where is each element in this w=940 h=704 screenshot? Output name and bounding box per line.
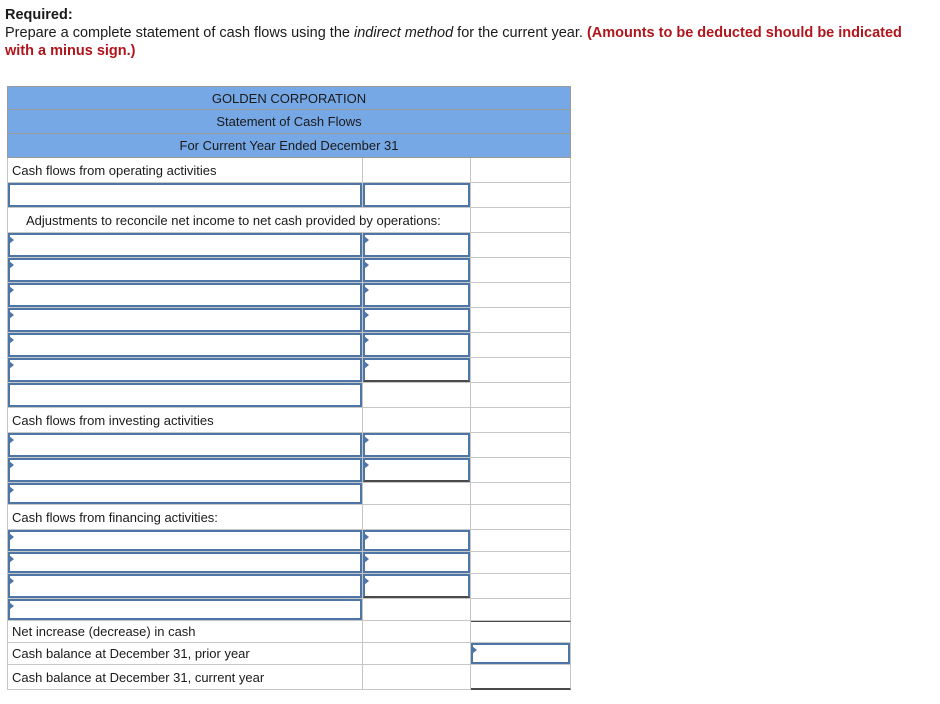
current-balance-label: Cash balance at December 31, current year — [7, 665, 363, 690]
table-row — [7, 283, 571, 308]
operating-heading: Cash flows from operating activities — [7, 158, 363, 183]
adjustment-item-input[interactable] — [8, 308, 362, 332]
statement-title: Statement of Cash Flows — [7, 110, 571, 134]
table-row — [7, 258, 571, 283]
statement-period: For Current Year Ended December 31 — [7, 134, 571, 158]
financing-item-input[interactable] — [8, 530, 362, 551]
dropdown-arrow-icon — [9, 533, 14, 541]
dropdown-arrow-icon — [9, 236, 14, 244]
table-row — [7, 158, 571, 183]
investing-amount-input[interactable] — [363, 458, 470, 482]
instructions-text-after: for the current year. — [453, 25, 587, 41]
adjustment-amount-input[interactable] — [363, 233, 470, 257]
financing-amount-input[interactable] — [363, 552, 470, 573]
adjustment-item-input[interactable] — [8, 283, 362, 307]
table-row — [7, 621, 571, 643]
investing-item-input[interactable] — [8, 458, 362, 482]
adjustment-item-input[interactable] — [8, 358, 362, 382]
table-row — [7, 530, 571, 552]
operating-item-input[interactable] — [8, 183, 362, 207]
adjustment-item-input[interactable] — [8, 258, 362, 282]
required-label: Required: — [5, 7, 73, 23]
adjustment-amount-input[interactable] — [363, 283, 470, 307]
current-balance-cell[interactable] — [471, 665, 571, 690]
investing-total-input[interactable] — [8, 483, 362, 504]
dropdown-arrow-icon — [472, 646, 477, 654]
table-row — [7, 308, 571, 333]
table-row — [7, 483, 571, 505]
table-row — [7, 458, 571, 483]
table-row — [7, 574, 571, 599]
instructions-text: Prepare a complete statement of cash flows using the — [5, 25, 354, 41]
dropdown-arrow-icon — [9, 336, 14, 344]
adjustment-item-input[interactable] — [8, 233, 362, 257]
dropdown-arrow-icon — [364, 533, 369, 541]
dropdown-arrow-icon — [364, 336, 369, 344]
dropdown-arrow-icon — [9, 555, 14, 563]
dropdown-arrow-icon — [9, 261, 14, 269]
table-row — [7, 505, 571, 530]
dropdown-arrow-icon — [9, 486, 14, 494]
dropdown-arrow-icon — [364, 436, 369, 444]
table-row — [7, 643, 571, 665]
company-name: GOLDEN CORPORATION — [7, 86, 571, 110]
instructions — [5, 6, 925, 60]
adjustment-amount-input[interactable] — [363, 308, 470, 332]
dropdown-arrow-icon — [9, 602, 14, 610]
financing-amount-input[interactable] — [363, 574, 470, 598]
table-row — [7, 183, 571, 208]
dropdown-arrow-icon — [364, 286, 369, 294]
table-row — [7, 233, 571, 258]
adjustment-amount-input[interactable] — [363, 333, 470, 357]
operating-amount-input[interactable] — [363, 183, 470, 207]
dropdown-arrow-icon — [9, 311, 14, 319]
dropdown-arrow-icon — [364, 555, 369, 563]
financing-item-input[interactable] — [8, 574, 362, 598]
investing-heading: Cash flows from investing activities — [7, 408, 363, 433]
dropdown-arrow-icon — [364, 577, 369, 585]
financing-heading: Cash flows from financing activities: — [7, 505, 363, 530]
net-change-label: Net increase (decrease) in cash — [7, 621, 363, 643]
dropdown-arrow-icon — [9, 436, 14, 444]
financing-item-input[interactable] — [8, 552, 362, 573]
adjustment-amount-input[interactable] — [363, 258, 470, 282]
dropdown-arrow-icon — [364, 361, 369, 369]
table-row — [7, 208, 571, 233]
dropdown-arrow-icon — [9, 361, 14, 369]
financing-total-input[interactable] — [8, 599, 362, 620]
adjustment-item-input[interactable] — [8, 333, 362, 357]
adjustments-heading: Adjustments to reconcile net income to net cash provided by operations: — [7, 208, 471, 233]
table-row — [7, 599, 571, 621]
table-row — [7, 665, 571, 690]
operating-total-input[interactable] — [8, 383, 362, 407]
dropdown-arrow-icon — [364, 236, 369, 244]
prior-balance-input[interactable] — [471, 643, 570, 664]
instructions-method: indirect method — [354, 25, 454, 41]
financing-amount-input[interactable] — [363, 530, 470, 551]
dropdown-arrow-icon — [364, 461, 369, 469]
cash-flow-statement — [7, 86, 571, 690]
dropdown-arrow-icon — [364, 311, 369, 319]
dropdown-arrow-icon — [364, 261, 369, 269]
table-row — [7, 383, 571, 408]
table-row — [7, 433, 571, 458]
dropdown-arrow-icon — [9, 577, 14, 585]
prior-balance-label: Cash balance at December 31, prior year — [7, 643, 363, 665]
dropdown-arrow-icon — [9, 461, 14, 469]
table-row — [7, 333, 571, 358]
minus-sign-note: (Amounts to be deducted should be indicated with a minus sign.) — [5, 25, 902, 59]
adjustment-amount-input[interactable] — [363, 358, 470, 382]
dropdown-arrow-icon — [9, 286, 14, 294]
investing-item-input[interactable] — [8, 433, 362, 457]
table-row — [7, 552, 571, 574]
investing-amount-input[interactable] — [363, 433, 470, 457]
table-row — [7, 358, 571, 383]
table-row — [7, 408, 571, 433]
